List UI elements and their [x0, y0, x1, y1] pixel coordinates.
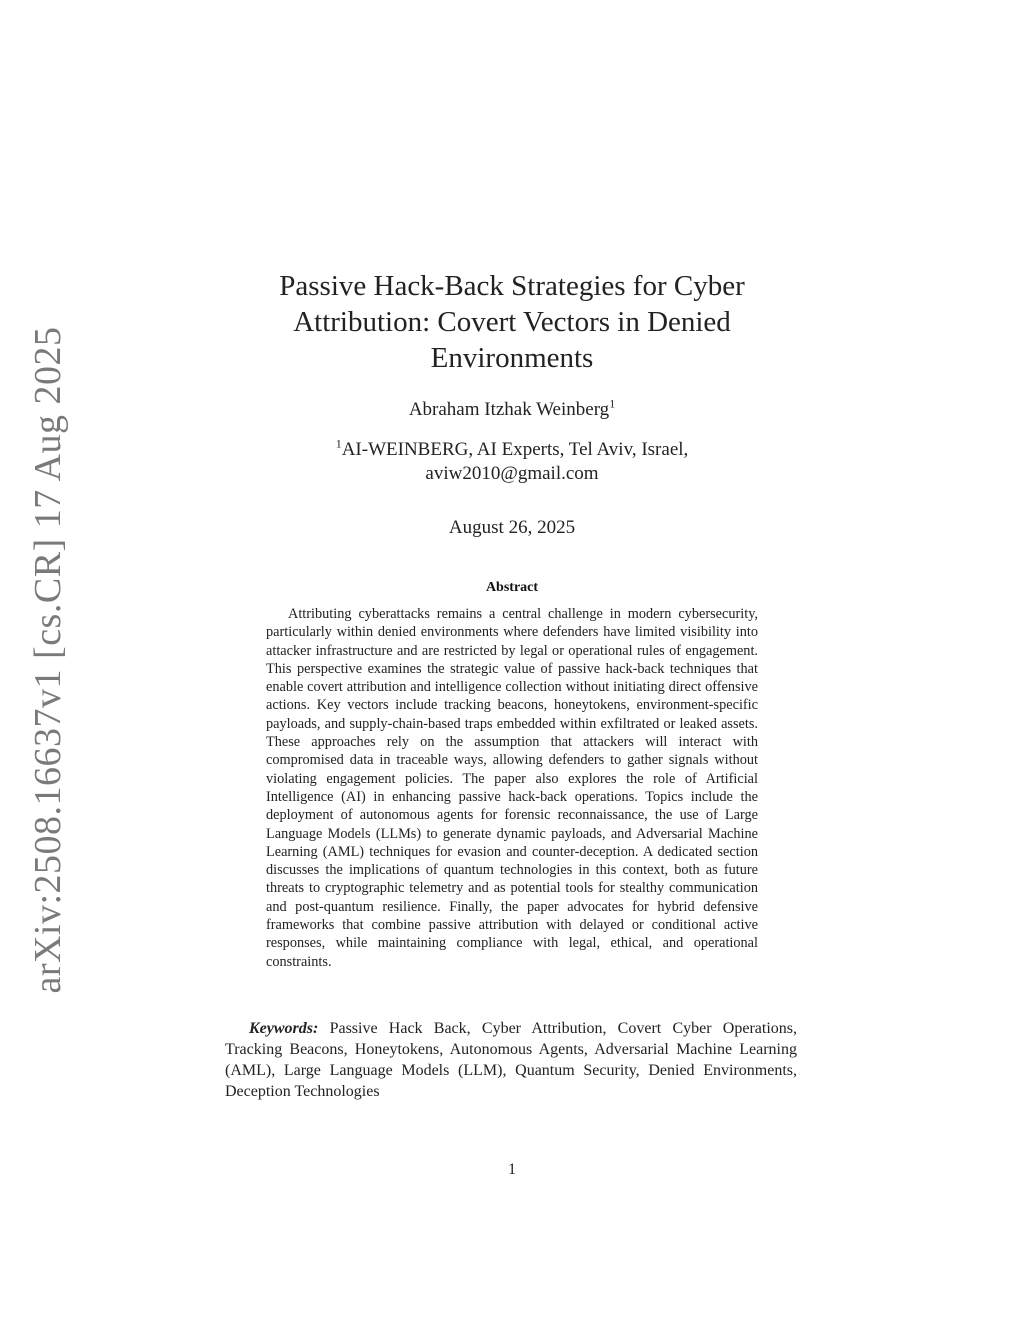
- keywords-text: Passive Hack Back, Cyber Attribution, Covert Cyber Operations, Tracking Beacons, Honeytokens, Autonomous Agents, Adversarial Machine Learning (AML), Large Language Models (LLM), Quantum Security, Denied Environments, Deception Technologies: [225, 1020, 798, 1100]
- author-sup: 1: [609, 396, 616, 411]
- paper-date: August 26, 2025: [448, 517, 576, 538]
- title-line: Environments: [430, 342, 594, 374]
- title-line: Passive Hack-Back Strategies for Cyber: [279, 270, 745, 302]
- abstract-heading: Abstract: [485, 580, 539, 595]
- affiliation-text: AI-WEINBERG, AI Experts, Tel Aviv, Israel,: [341, 439, 689, 460]
- affiliation-line: [262, 438, 762, 462]
- paper-title: [262, 268, 762, 376]
- keywords-label: Keywords:: [249, 1020, 319, 1037]
- author-name: Abraham Itzhak Weinberg: [408, 399, 610, 420]
- arxiv-side-stamp: arXiv:2508.16637v1 [cs.CR] 17 Aug 2025: [27, 326, 69, 994]
- page-number: 1: [508, 1161, 516, 1178]
- author-email: aviw2010@gmail.com: [425, 463, 599, 484]
- title-line: Attribution: Covert Vectors in Denied: [293, 306, 731, 338]
- abstract-body: Attributing cyberattacks remains a central challenge in modern cybersecurity, particularly within denied environments where defenders have limited visibility into attacker infrastructure and are restricted by legal or operational rules of engagement. This perspective examines the strategic value of passive hack-back techniques that enable covert attribution and intelligence collection without initiating direct offensive actions. Key vectors include tracking beacons, honeytokens, environment-specific payloads, and supply-chain-based traps embedded within exfiltrated or leaked assets. These approaches rely on the assumption that attackers will interact with compromised data in traceable ways, allowing defenders to gather signals without violating engagement policies. The paper also explores the role of Artificial Intelligence (AI) in enhancing passive hack-back operations. Topics include the deployment of autonomous agents for forensic reconnaissance, the use of Large Language Models (LLMs) to generate dynamic payloads, and Adversarial Machine Learning (AML) techniques for evasion and counter-deception. A dedicated section discusses the implications of quantum technologies in this context, both as future threats to cryptographic telemetry and as potential tools for stealthy communication and post-quantum resilience. Finally, the paper advocates for hybrid defensive frameworks that combine passive attribution with delayed or conditional active responses, while maintaining compliance with legal, ethical, and operational constraints.: [266, 606, 758, 970]
- keywords: [225, 1018, 797, 1102]
- author: [262, 396, 762, 421]
- affiliation-sup: 1: [335, 436, 342, 451]
- affiliation: [262, 438, 762, 486]
